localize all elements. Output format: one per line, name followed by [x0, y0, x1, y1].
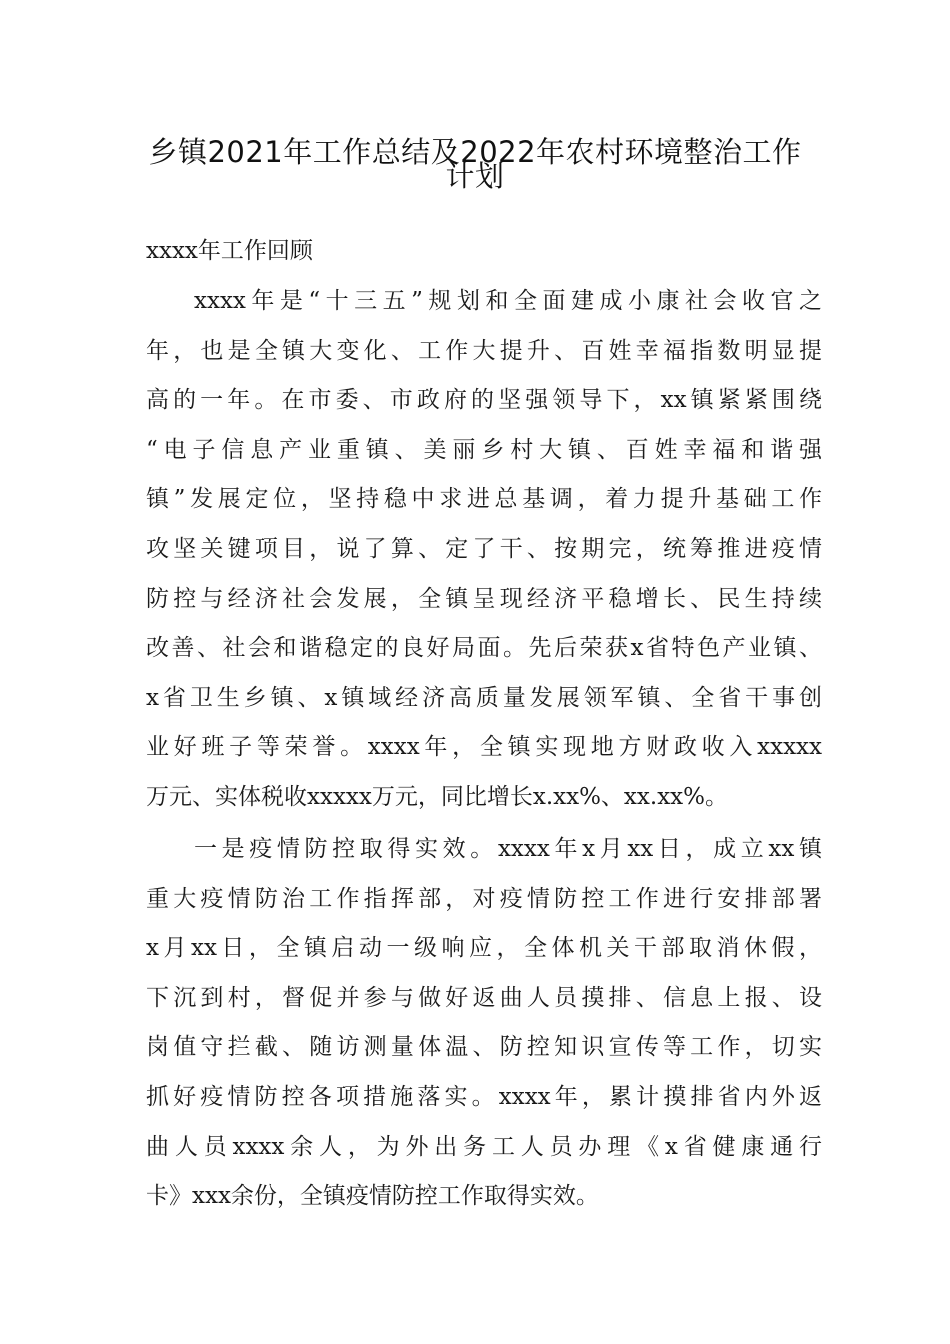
paragraph-1-line: “电子信息产业重镇、美丽乡村大镇、百姓幸福和谐强 [146, 437, 822, 463]
paragraph-2-line: 重大疫情防治工作指挥部，对疫情防控工作进行安排部署 [146, 886, 822, 912]
paragraph-1-line: 改善、社会和谐稳定的良好局面。先后荣获x省特色产业镇、 [146, 635, 822, 661]
paragraph-2-line: 曲人员xxxx余人，为外出务工人员办理《x省健康通行 [146, 1134, 822, 1160]
document-title-line-2: 计划 [445, 159, 505, 193]
paragraph-1-line: xxxx年是“十三五”规划和全面建成小康社会收官之 [194, 288, 822, 314]
paragraph-2-line: 岗值守拦截、随访测量体温、防控知识宣传等工作，切实 [146, 1034, 822, 1060]
paragraph-1-line: 万元、实体税收xxxxx万元，同比增长x.xx%、xx.xx%。 [146, 784, 728, 810]
section-heading: xxxx年工作回顾 [146, 238, 313, 264]
paragraph-2-line: 下沉到村，督促并参与做好返曲人员摸排、信息上报、设 [146, 985, 822, 1011]
paragraph-1-line: 高的一年。在市委、市政府的坚强领导下，xx镇紧紧围绕 [146, 387, 822, 413]
paragraph-1-line: 防控与经济社会发展，全镇呈现经济平稳增长、民生持续 [146, 586, 822, 612]
paragraph-2-line: 卡》xxx余份，全镇疫情防控工作取得实效。 [146, 1183, 599, 1209]
paragraph-1-line: 攻坚关键项目，说了算、定了干、按期完，统筹推进疫情 [146, 536, 822, 562]
paragraph-1-line: 业好班子等荣誉。xxxx年，全镇实现地方财政收入xxxxx [146, 734, 822, 760]
paragraph-1-line: 年，也是全镇大变化、工作大提升、百姓幸福指数明显提 [146, 338, 822, 364]
paragraph-2-line: x月xx日，全镇启动一级响应，全体机关干部取消休假， [146, 935, 822, 961]
paragraph-2-line: 抓好疫情防控各项措施落实。xxxx年，累计摸排省内外返 [146, 1084, 822, 1110]
paragraph-1-line: 镇”发展定位，坚持稳中求进总基调，着力提升基础工作 [146, 486, 822, 512]
paragraph-1-line: x省卫生乡镇、x镇域经济高质量发展领军镇、全省干事创 [146, 685, 822, 711]
document-title-line-1: 乡镇2021年工作总结及2022年农村环境整治工作 [148, 135, 802, 169]
paragraph-2-line: 一是疫情防控取得实效。xxxx年x月xx日，成立xx镇 [194, 836, 822, 862]
